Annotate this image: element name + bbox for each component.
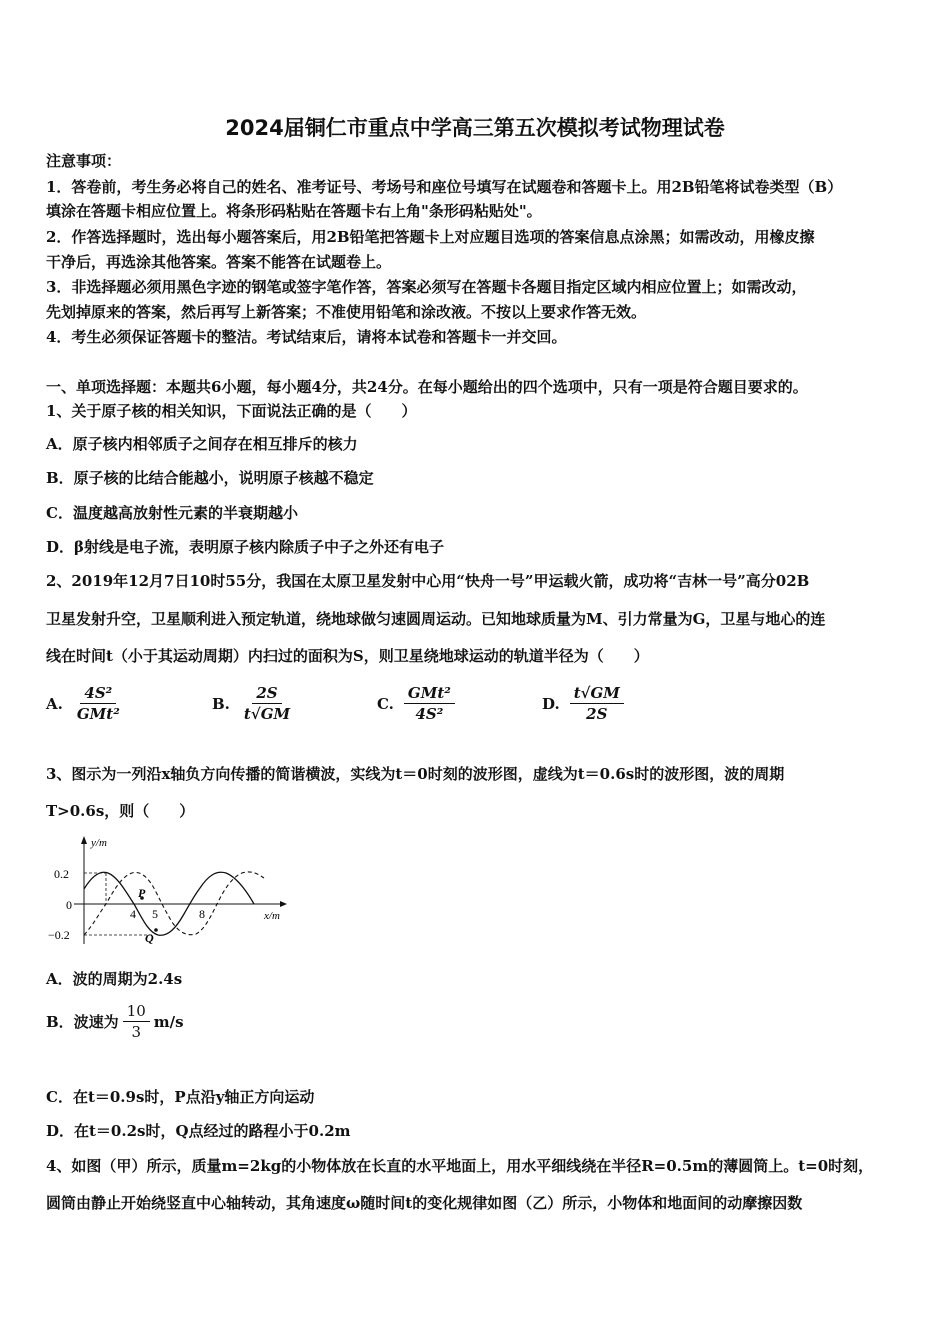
notice-line: 干净后，再选涂其他答案。答案不能答在试题卷上。 bbox=[46, 253, 392, 271]
q2-option-c bbox=[377, 684, 455, 723]
notice-line: 1．答卷前，考生务必将自己的姓名、准考证号、考场号和座位号填写在试题卷和答题卡上。用2B铅笔将试卷类型（B） bbox=[46, 178, 843, 196]
q1-option-a: A．原子核内相邻质子之间存在相互排斥的核力 bbox=[46, 435, 358, 453]
point-p-label: P bbox=[138, 886, 146, 900]
numerator: 4S² bbox=[80, 684, 116, 704]
option-label: C. bbox=[377, 694, 394, 713]
numerator: 10 bbox=[123, 1002, 150, 1022]
q1-option-b: B．原子核的比结合能越小，说明原子核越不稳定 bbox=[46, 469, 374, 487]
fraction bbox=[240, 684, 294, 723]
q1-option-d: D．β射线是电子流，表明原子核内除质子中子之外还有电子 bbox=[46, 538, 444, 556]
q2-option-a bbox=[46, 684, 124, 723]
q4-stem-line1: 4、如图（甲）所示，质量m=2kg的小物体放在长直的水平地面上，用水平细线绕在半径R=0.5m的薄圆筒上。t=0时刻， bbox=[46, 1157, 874, 1175]
notice-line: 填涂在答题卡相应位置上。将条形码粘贴在答题卡右上角"条形码粘贴处"。 bbox=[46, 202, 542, 220]
q1-option-c: C．温度越高放射性元素的半衰期越小 bbox=[46, 504, 298, 522]
fraction bbox=[73, 684, 124, 723]
fraction bbox=[404, 684, 455, 723]
point-q bbox=[154, 928, 158, 932]
y-tick-label: −0.2 bbox=[48, 928, 70, 942]
q3-option-b bbox=[46, 1002, 184, 1041]
q2-stem-line2: 卫星发射升空，卫星顺利进入预定轨道，绕地球做匀速圆周运动。已知地球质量为M、引力常量为G，卫星与地心的连 bbox=[46, 610, 826, 628]
option-text: B．波速为 bbox=[46, 1013, 119, 1031]
x-tick-label: 4 bbox=[130, 907, 136, 921]
option-label: B. bbox=[212, 694, 230, 713]
page-title: 2024届铜仁市重点中学高三第五次模拟考试物理试卷 bbox=[225, 116, 725, 140]
q2-stem-line1: 2、2019年12月7日10时55分，我国在太原卫星发射中心用“快舟一号”甲运载火箭，成功将“吉林一号”高分02B bbox=[46, 572, 810, 590]
q3-option-c: C．在t＝0.9s时，P点沿y轴正方向运动 bbox=[46, 1088, 315, 1106]
y-tick-label: 0 bbox=[66, 898, 72, 912]
x-axis-arrow bbox=[280, 901, 287, 907]
q3-stem-line2: T>0.6s，则（ ） bbox=[46, 802, 195, 820]
numerator: GMt² bbox=[404, 684, 455, 704]
q2-option-b bbox=[212, 684, 294, 723]
option-label: D. bbox=[542, 694, 560, 713]
denominator: 4S² bbox=[415, 705, 444, 723]
x-tick-label: 5 bbox=[152, 907, 158, 921]
x-axis-label: x/m bbox=[264, 910, 280, 922]
y-axis-arrow bbox=[81, 836, 87, 844]
notice-line: 3．非选择题必须用黑色字迹的钢笔或签字笔作答，答案必须写在答题卡各题目指定区域内相应位置上；如需改动， bbox=[46, 278, 807, 296]
y-axis-label: y/m bbox=[91, 837, 107, 849]
denominator: GMt² bbox=[76, 705, 120, 723]
option-label: A. bbox=[46, 694, 63, 713]
fraction bbox=[123, 1002, 150, 1041]
y-tick-label: 0.2 bbox=[54, 867, 69, 881]
unit: m/s bbox=[153, 1012, 184, 1031]
denominator: t√GM bbox=[243, 705, 291, 723]
denominator: 2S bbox=[586, 705, 608, 723]
notice-line: 2．作答选择题时，选出每小题答案后，用2B铅笔把答题卡上对应题目选项的答案信息点涂黑；如需改动，用橡皮擦 bbox=[46, 228, 815, 246]
q3-option-a: A．波的周期为2.4s bbox=[46, 970, 183, 988]
notice-heading: 注意事项： bbox=[46, 152, 122, 170]
x-tick-label: 8 bbox=[199, 907, 205, 921]
q4-stem-line2: 圆筒由静止开始绕竖直中心轴转动，其角速度ω随时间t的变化规律如图（乙）所示，小物体和地面间的动摩擦因数 bbox=[46, 1194, 803, 1212]
notice-line: 先划掉原来的答案，然后再写上新答案；不准使用铅笔和涂改液。不按以上要求作答无效。 bbox=[46, 303, 647, 321]
numerator: t√GM bbox=[570, 684, 624, 704]
q3-stem-line1: 3、图示为一列沿x轴负方向传播的简谐横波，实线为t＝0时刻的波形图，虚线为t＝0.6s时的波形图，波的周期 bbox=[46, 765, 785, 783]
q3-option-d: D．在t＝0.2s时，Q点经过的路程小于0.2m bbox=[46, 1122, 351, 1140]
q1-stem: 1、关于原子核的相关知识，下面说法正确的是（ ） bbox=[46, 402, 417, 420]
q2-stem-line3: 线在时间t（小于其运动周期）内扫过的面积为S，则卫星绕地球运动的轨道半径为（ ） bbox=[46, 647, 649, 665]
notice-line: 4．考生必须保证答题卡的整洁。考试结束后，请将本试卷和答题卡一并交回。 bbox=[46, 328, 567, 346]
denominator: 3 bbox=[131, 1023, 141, 1041]
fraction bbox=[570, 684, 624, 723]
numerator: 2S bbox=[252, 684, 281, 704]
wave-figure bbox=[44, 832, 294, 950]
section-heading: 一、单项选择题：本题共6小题，每小题4分，共24分。在每小题给出的四个选项中，只有一项是符合题目要求的。 bbox=[46, 378, 808, 396]
q2-option-d bbox=[542, 684, 624, 723]
point-q-label: Q bbox=[145, 931, 154, 945]
